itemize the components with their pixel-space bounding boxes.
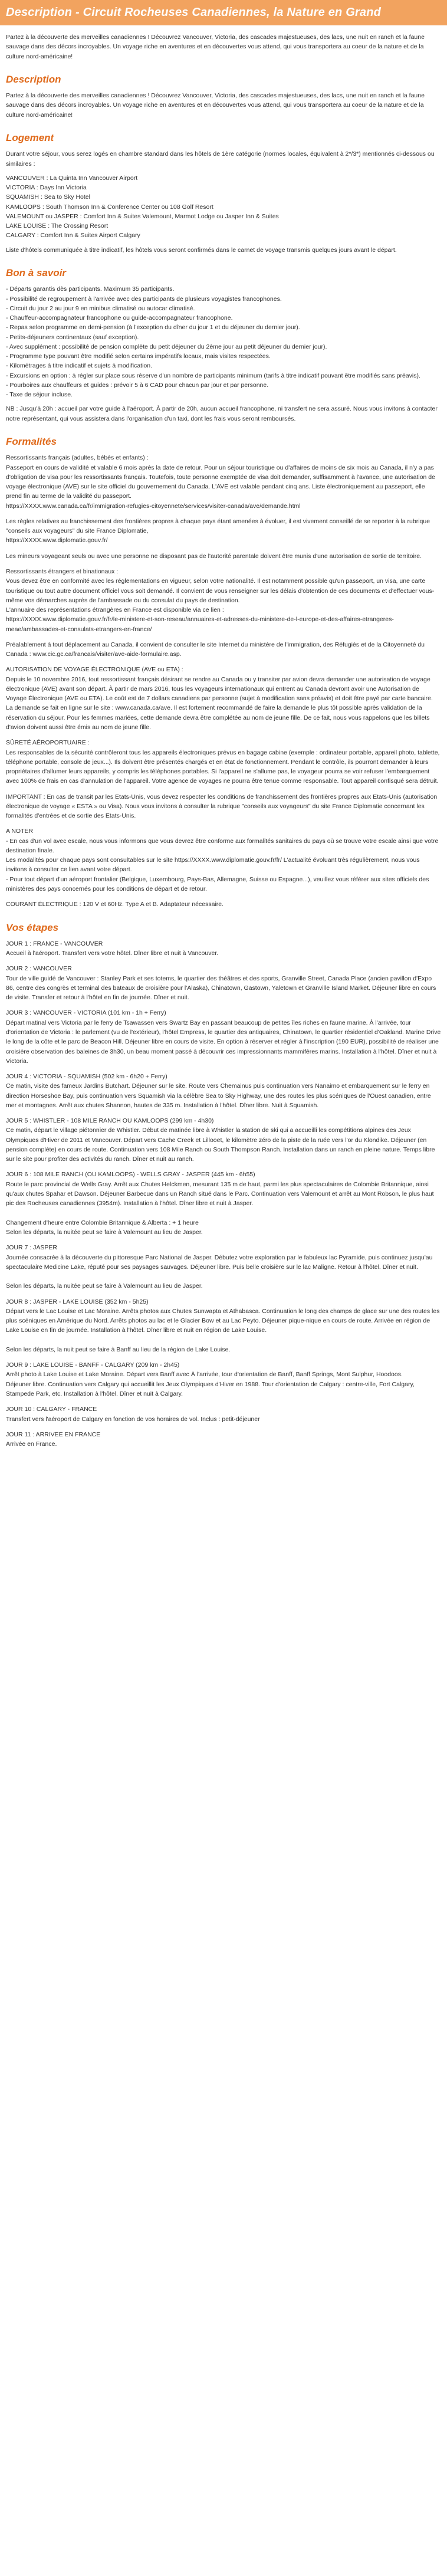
logement-heading: Logement — [6, 132, 54, 143]
formalites-paragraph: A NOTER - En cas d'un vol avec escale, nous vous informons que vous devrez être conforme aux formalités sanitaires du pays où se trouve votre escale ainsi que votre destination finale. Les modalités pour chaque pays sont consultables sur le site https://XXXX.www.diplomatie.gouv.fr/fr/ L'actualité évoluant très régulièrement, nous vous invitons à consulter ce lien avant votre départ. - Pour tout départ d'un aéroport frontalier (Belgique, Luxembourg, Pays-Bas, Allemagne, Suisse ou Espagne...), veuillez vous référer aux sites officiels des ministères des pays concernés pour les conditions de départ et de retour. — [6, 828, 439, 892]
content — [0, 32, 447, 1449]
day-title: JOUR 3 : VANCOUVER - VICTORIA (101 km - 1h + Ferry) — [6, 1009, 166, 1017]
description-text: Partez à la découverte des merveilles canadiennes ! Découvrez Vancouver, Victoria, des cascades majestueuses, des lacs, une nuit en ranch et la faune sauvage dans des décors incroyables. Un voyage riche en aventures et en découvertes vous attend, qui vous transportera au coeur de la nature et de la culture nord-américaine! — [6, 92, 425, 119]
day-text: Ce matin, visite des fameux Jardins Butchart. Déjeuner sur le site. Route vers Chemainus puis continuation vers Nanaimo et embarquement sur le ferry en direction Horseshoe Bay, puis continuation vers Squamish via la célèbre Sea to Sky Highway, une des routes les plus scéniques de l'Ouest canadien, entre mer et montagnes. Arrêt aux chutes Shannon, hautes de 335 m. Installation à l'hôtel. Dîner libre. Nuit à Squamish. — [6, 1082, 431, 1109]
day-title: JOUR 5 : WHISTLER - 108 MILE RANCH OU KAMLOOPS (299 km - 4h30) — [6, 1117, 214, 1125]
formalites-paragraph: Les règles relatives au franchissement des frontières propres à chaque pays étant amenées à évoluer, il est vivement conseillé de se reporter à la rubrique "conseils aux voyageurs" du site France Diplomatie, https://XXXX.www.diplomatie.gouv.fr/ — [6, 517, 430, 544]
formalites-paragraph: Les mineurs voyageant seuls ou avec une personne ne disposant pas de l'autorité parentale doivent être munis d'une autorisation de sortie de territoire. — [6, 552, 422, 560]
formalites-paragraph: AUTORISATION DE VOYAGE ÉLECTRONIQUE (AVE ou ETA) : Depuis le 10 novembre 2016, tout ressortissant français désirant se rendre au Canada ou y transiter par avion devra demander une autorisation de voyage électronique (AVE) avant son départ. À partir de mars 2016, tous les voyageurs internationaux qui entrent au Canada devront avoir une Autorisation de Voyage Électronique (AVE ou ETA). Le coût est de 7 dollars canadiens par personne (sujet à modification sans préavis) et doit être payé par carte bancaire. La demande se fait en ligne sur le site : www.canada.ca/ave. Il est fortement recommandé de faire la demande le plus tôt possible après validation de la réservation du séjour. Pour les femmes mariées, cette demande devra être complétée au nom de jeune fille. De ce fait, nous vous rappelons que les billets d'avion doivent aussi être émis au nom de jeune fille. — [6, 666, 433, 731]
day-text: Arrivée en France. — [6, 1440, 57, 1448]
formalites-paragraph: Ressortissants étrangers et binationaux : Vous devez être en conformité avec les réglementations en vigueur, selon votre nationalité. Il est notamment possible qu'un passeport, un visa, une carte touristique ou tout autre document officiel vous soit demandé. Il convient de vous renseigner sur les délais d'obtention de ces documents et d'effectuer vous-même vos démarches auprès de l'ambassade ou du consulat du pays de destination. L'annuaire des représentations étrangères en France est disponible via ce lien : https://XXXX.www.diplomatie.gouv.fr/fr/le-ministere-et-son-reseau/annuaires-et-adresses-du-ministere-de-l-europe-et-des-affaires-etrangeres-meae/ambassades-et-consulats-etrangers-en-france/ — [6, 568, 435, 633]
day-text: Tour de ville guidé de Vancouver : Stanley Park et ses totems, le quartier des théâtres et des sports, Granville Street, Canada Place (ancien pavillon d'Expo 86, centre des congrès et terminal des bateaux de croisière pour l'Alaska), Chinatown, Gastown, Yaletown et Granville Island Market. Déjeuner libre en cours de visite. Transfer et retour à l'hôtel en fin de journée. Dîner et nuit. — [6, 974, 436, 1002]
itinerary-day — [6, 964, 441, 1002]
etapes-heading: Vos étapes — [6, 921, 59, 933]
formalites-paragraph: SÛRETÉ AÉROPORTUAIRE : Les responsables de la sécurité contrôleront tous les appareils électroniques prévus en bagage cabine (exemple : ordinateur portable, appareil photo, tablette, téléphone portable, console de jeux...). Ils doivent être présentés chargés et en état de fonctionnement. Pendant le contrôle, ils pourront demander à leurs propriétaires d'allumer leurs appareils, y compris les téléphones portables. Si l'appareil ne s'allume pas, le voyageur pourra se voir refuser l'embarquement avec 100% de frais en cas d'annulation de l'appareil. Votre agence de voyages ne pourra être tenue comme responsable. Tout appareil confisqué sera détruit. — [6, 739, 440, 785]
bon-a-savoir-list: - Départs garantis dès participants. Maximum 35 participants. - Possibilité de regroupement à l'arrivée avec des participants de plusieurs voyagistes francophones. - Circuit du jour 2 au jour 9 en minibus climatisé ou autocar climatisé. - Chauffeur-accompagnateur francophone ou guide-accompagnateur francophone. - Repas selon programme en demi-pension (à l'exception du dîner du jour 1 et du déjeuner du dernier jour). - Petits-déjeuners continentaux (sauf exception). - Avec supplément : possibilité de pension complète du petit déjeuner du 2ème jour au petit déjeuner du dernier jour). - Programme type pouvant être modifié selon certains impératifs locaux, mais visites respectées. - Kilométrages à titre indicatif et sujets à modification. - Excursions en option : à régler sur place sous réserve d'un nombre de participants minimum (tarifs à titre indicatif pouvant être modifiés sans préavis). - Pourboires aux chauffeurs et guides : prévoir 5 à 6 CAD pour chacun par jour et par personne. - Taxe de séjour incluse. — [6, 286, 420, 399]
bon-a-savoir-heading: Bon à savoir — [6, 267, 67, 278]
day-text: Accueil à l'aéroport. Transfert vers votre hôtel. Dîner libre et nuit à Vancouver. — [6, 950, 219, 957]
itinerary-day — [6, 1072, 441, 1110]
day-title: JOUR 2 : VANCOUVER — [6, 965, 72, 973]
day-title: JOUR 9 : LAKE LOUISE - BANFF - CALGARY (209 km - 2h45) — [6, 1361, 180, 1369]
day-text: Transfert vers l'aéroport de Calgary en fonction de vos horaires de vol. Inclus : petit-déjeuner — [6, 1415, 260, 1423]
formalites-paragraph: Ressortissants français (adultes, bébés et enfants) : Passeport en cours de validité et valable 6 mois après la date de retour. Pour un séjour touristique ou d'affaires de moins de six mois au Canada, il n'y a pas d'obligation de visa pour les ressortissants français. Toutefois, toute personne exemptée de visa doit demander, suffisamment à l'avance, une autorisation de voyage électronique (AVE) sur le site officiel du gouvernement du Canada. L'AVE est valable pendant cinq ans. Liste électroniquement au passeport, elle prend fin au terme de la validité du passeport. https://XXXX.www.canada.ca/fr/immigration-refugies-citoyennete/services/visiter-canada/ave/demande.html — [6, 454, 435, 510]
hotel-list: VANCOUVER : La Quinta Inn Vancouver Airport VICTORIA : Days Inn Victoria SQUAMISH : Sea to Sky Hotel KAMLOOPS : South Thomson Inn & Conference Center ou 108 Golf Resort VALEMOUNT ou JASPER : Comfort Inn & Suites Valemount, Marmot Lodge ou Jasper Inn & Suites LAKE LOUISE : The Crossing Resort CALGARY : Comfort Inn & Suites Airport Calgary — [6, 174, 279, 239]
itinerary-day — [6, 1116, 441, 1164]
description-heading: Description — [6, 73, 61, 85]
day-text: Journée consacrée à la découverte du pittoresque Parc National de Jasper. Débutez votre exploration par le fabuleux lac Pyramide, puis continuez jusqu'au spectaculaire Medicine Lake, réputé pour ses paysages sauvages. Déjeuner libre. Puis belle croisière sur le lac Maligne. Retour à l'hôtel. Dîner et nuit. Selon les départs, la nuitée peut se faire à Valemount au lieu de Jasper. — [6, 1253, 433, 1290]
itinerary-day — [6, 1243, 441, 1291]
itinerary-day — [6, 1430, 441, 1449]
formalites-heading: Formalités — [6, 436, 57, 447]
day-title: JOUR 8 : JASPER - LAKE LOUISE (352 km - 5h25) — [6, 1298, 149, 1305]
itinerary-day — [6, 1405, 441, 1424]
itinerary-day — [6, 939, 441, 959]
formalites-paragraph: Préalablement à tout déplacement au Canada, il convient de consulter le site Internet du ministère de l'immigration, des Réfugiés et de la Citoyenneté du Canada : www.cic.gc.ca/francais/visiter/ave-aide-formulaire.asp. — [6, 641, 425, 658]
day-title: JOUR 4 : VICTORIA - SQUAMISH (502 km - 6h20 + Ferry) — [6, 1073, 167, 1081]
day-title: JOUR 6 : 108 MILE RANCH (OU KAMLOOPS) - WELLS GRAY - JASPER (445 km - 6h55) — [6, 1171, 255, 1179]
itinerary-day — [6, 1008, 441, 1066]
day-text: Route le parc provincial de Wells Gray. Arrêt aux Chutes Helckmen, mesurant 135 m de haut, parmi les plus spectaculaires de Colombie Britannique, ainsi qu'aux chutes Spahar et Dawson. Déjeuner Barbecue dans un Ranch situé dans le Parc. Continuation vers Valemount et arrêt au Mont Robson, le plus haut pic des Rocheuses canadiennes (3954m). Installation à l'hôtel. Dîner libre et nuit à Jasper. Changement d'heure entre Colombie Britannique & Alberta : + 1 heure Selon les départs, la nuitée peut se faire à Valemount au lieu de Jasper. — [6, 1180, 434, 1236]
itinerary-day — [6, 1297, 441, 1355]
day-text: Arrêt photo à Lake Louise et Lake Moraine. Départ vers Banff avec À l'arrivée, tour d'orientation de Banff, Banff Springs, Mont Sulphur, Hoodoos. Déjeuner libre. Continuation vers Calgary qui accueillit les Jeux Olympiques d'Hiver en 1988. Tour d'orientation de Calgary : centre-ville, Fort Calgary, Stampede Park, etc. Installation à l'hôtel. Dîner et nuit à Calgary. — [6, 1371, 415, 1397]
day-title: JOUR 10 : CALGARY - FRANCE — [6, 1406, 97, 1413]
logement-note: Liste d'hôtels communiquée à titre indicatif, les hôtels vous seront confirmés dans le carnet de voyage transmis quelques jours avant le départ. — [6, 246, 397, 254]
logement-intro: Durant votre séjour, vous serez logés en chambre standard dans les hôtels de 1ère catégorie (normes locales, équivalent à 2*/3*) mentionnés ci-dessous ou similaires : — [6, 150, 435, 168]
day-title: JOUR 7 : JASPER — [6, 1244, 57, 1252]
bon-a-savoir-nb: NB : Jusqu'à 20h : accueil par votre guide à l'aéroport. À partir de 20h, aucun accueil francophone, ni transfert ne sera assuré. Nous vous invitons à contacter notre représentant, qui vous assistera dans l'organisation d'un taxi, dont les frais vous seront remboursés. — [6, 405, 438, 422]
day-text: Départ vers le Lac Louise et Lac Moraine. Arrêts photos aux Chutes Sunwapta et Athabasca. Continuation le long des champs de glace sur une des routes les plus scéniques en Amérique du Nord. Arrêts photos au lac et le Glacier Bow et au Lac Peyto. Déjeuner pique-nique en cours de route. Arrivée en région de Lake Louise en fin de journée. Installation à l'hôtel. Dîner libre et nuit en région de Lake Louise. Selon les départs, la nuit peut se faire à Banff au lieu de la région de Lake Louise. — [6, 1307, 440, 1353]
page-title: Description - Circuit Rocheuses Canadiennes, la Nature en Grand — [0, 0, 447, 25]
formalites-paragraph: COURANT ÉLECTRIQUE : 120 V et 60Hz. Type A et B. Adaptateur nécessaire. — [6, 901, 224, 908]
day-text: Ce matin, départ le village piétonnier de Whistler. Début de matinée libre à Whistler la station de ski qui a accueilli les compétitions alpines des Jeux Olympiques d'Hiver de 2011 et Vancouver. Départ vers Cache Creek et Lillooet, le kilomètre zéro de la piste de la ruée vers l'or du Klondike. Déjeuner (en pension complète) en cours de route. Continuation vers 108 Mile Ranch ou South Thompson Ranch. Installation dans un ranch en pleine nature. Temps libre sur le site pour profiter des activités du ranch. Dîner et nuit au ranch. — [6, 1127, 435, 1163]
day-title: JOUR 1 : FRANCE - VANCOUVER — [6, 940, 103, 947]
itinerary-day — [6, 1170, 441, 1237]
day-text: Départ matinal vers Victoria par le ferry de Tsawassen vers Swartz Bay en passant beaucoup de petites îles riches en faune marine. À l'arrivée, tour d'orientation de Victoria : le parlement (vu de l'extérieur), l'hôtel Empress, le quartier des antiquaires, Chinatown, le quartier résidentiel d'Oakland. Marine Drive le long de la côte et le parc de Beacon Hill. Déjeuner libre en cours de visite. En option à réserver et régler à l'inscription (190 EUR), possibilité de réaliser une croisière observation des baleines de 3h30, un beau moment passé à découvrir ces impressionnants mammifères marins. Installation à l'hôtel. Dîner et nuit à Victoria. — [6, 1019, 441, 1065]
formalites-paragraph: IMPORTANT : En cas de transit par les Etats-Unis, vous devez respecter les conditions de franchissement des frontières propres aux Etats-Unis (autorisation électronique de voyage « ESTA » ou Visa). Nous vous invitons à consulter la rubrique "conseils aux voyageurs" du site France Diplomatie concernant les formalités d'entrées et de sortie des Etats-Unis. — [6, 793, 438, 820]
intro-text: Partez à la découverte des merveilles canadiennes ! Découvrez Vancouver, Victoria, des cascades majestueuses, des lacs, une nuit en ranch et la faune sauvage dans des décors incroyables. Un voyage riche en aventures et en découvertes vous attend, qui vous transportera au coeur de la nature et de la culture nord-américaine! — [6, 34, 425, 60]
itinerary — [6, 939, 441, 1449]
day-title: JOUR 11 : ARRIVEE EN FRANCE — [6, 1430, 101, 1438]
itinerary-day — [6, 1360, 441, 1399]
